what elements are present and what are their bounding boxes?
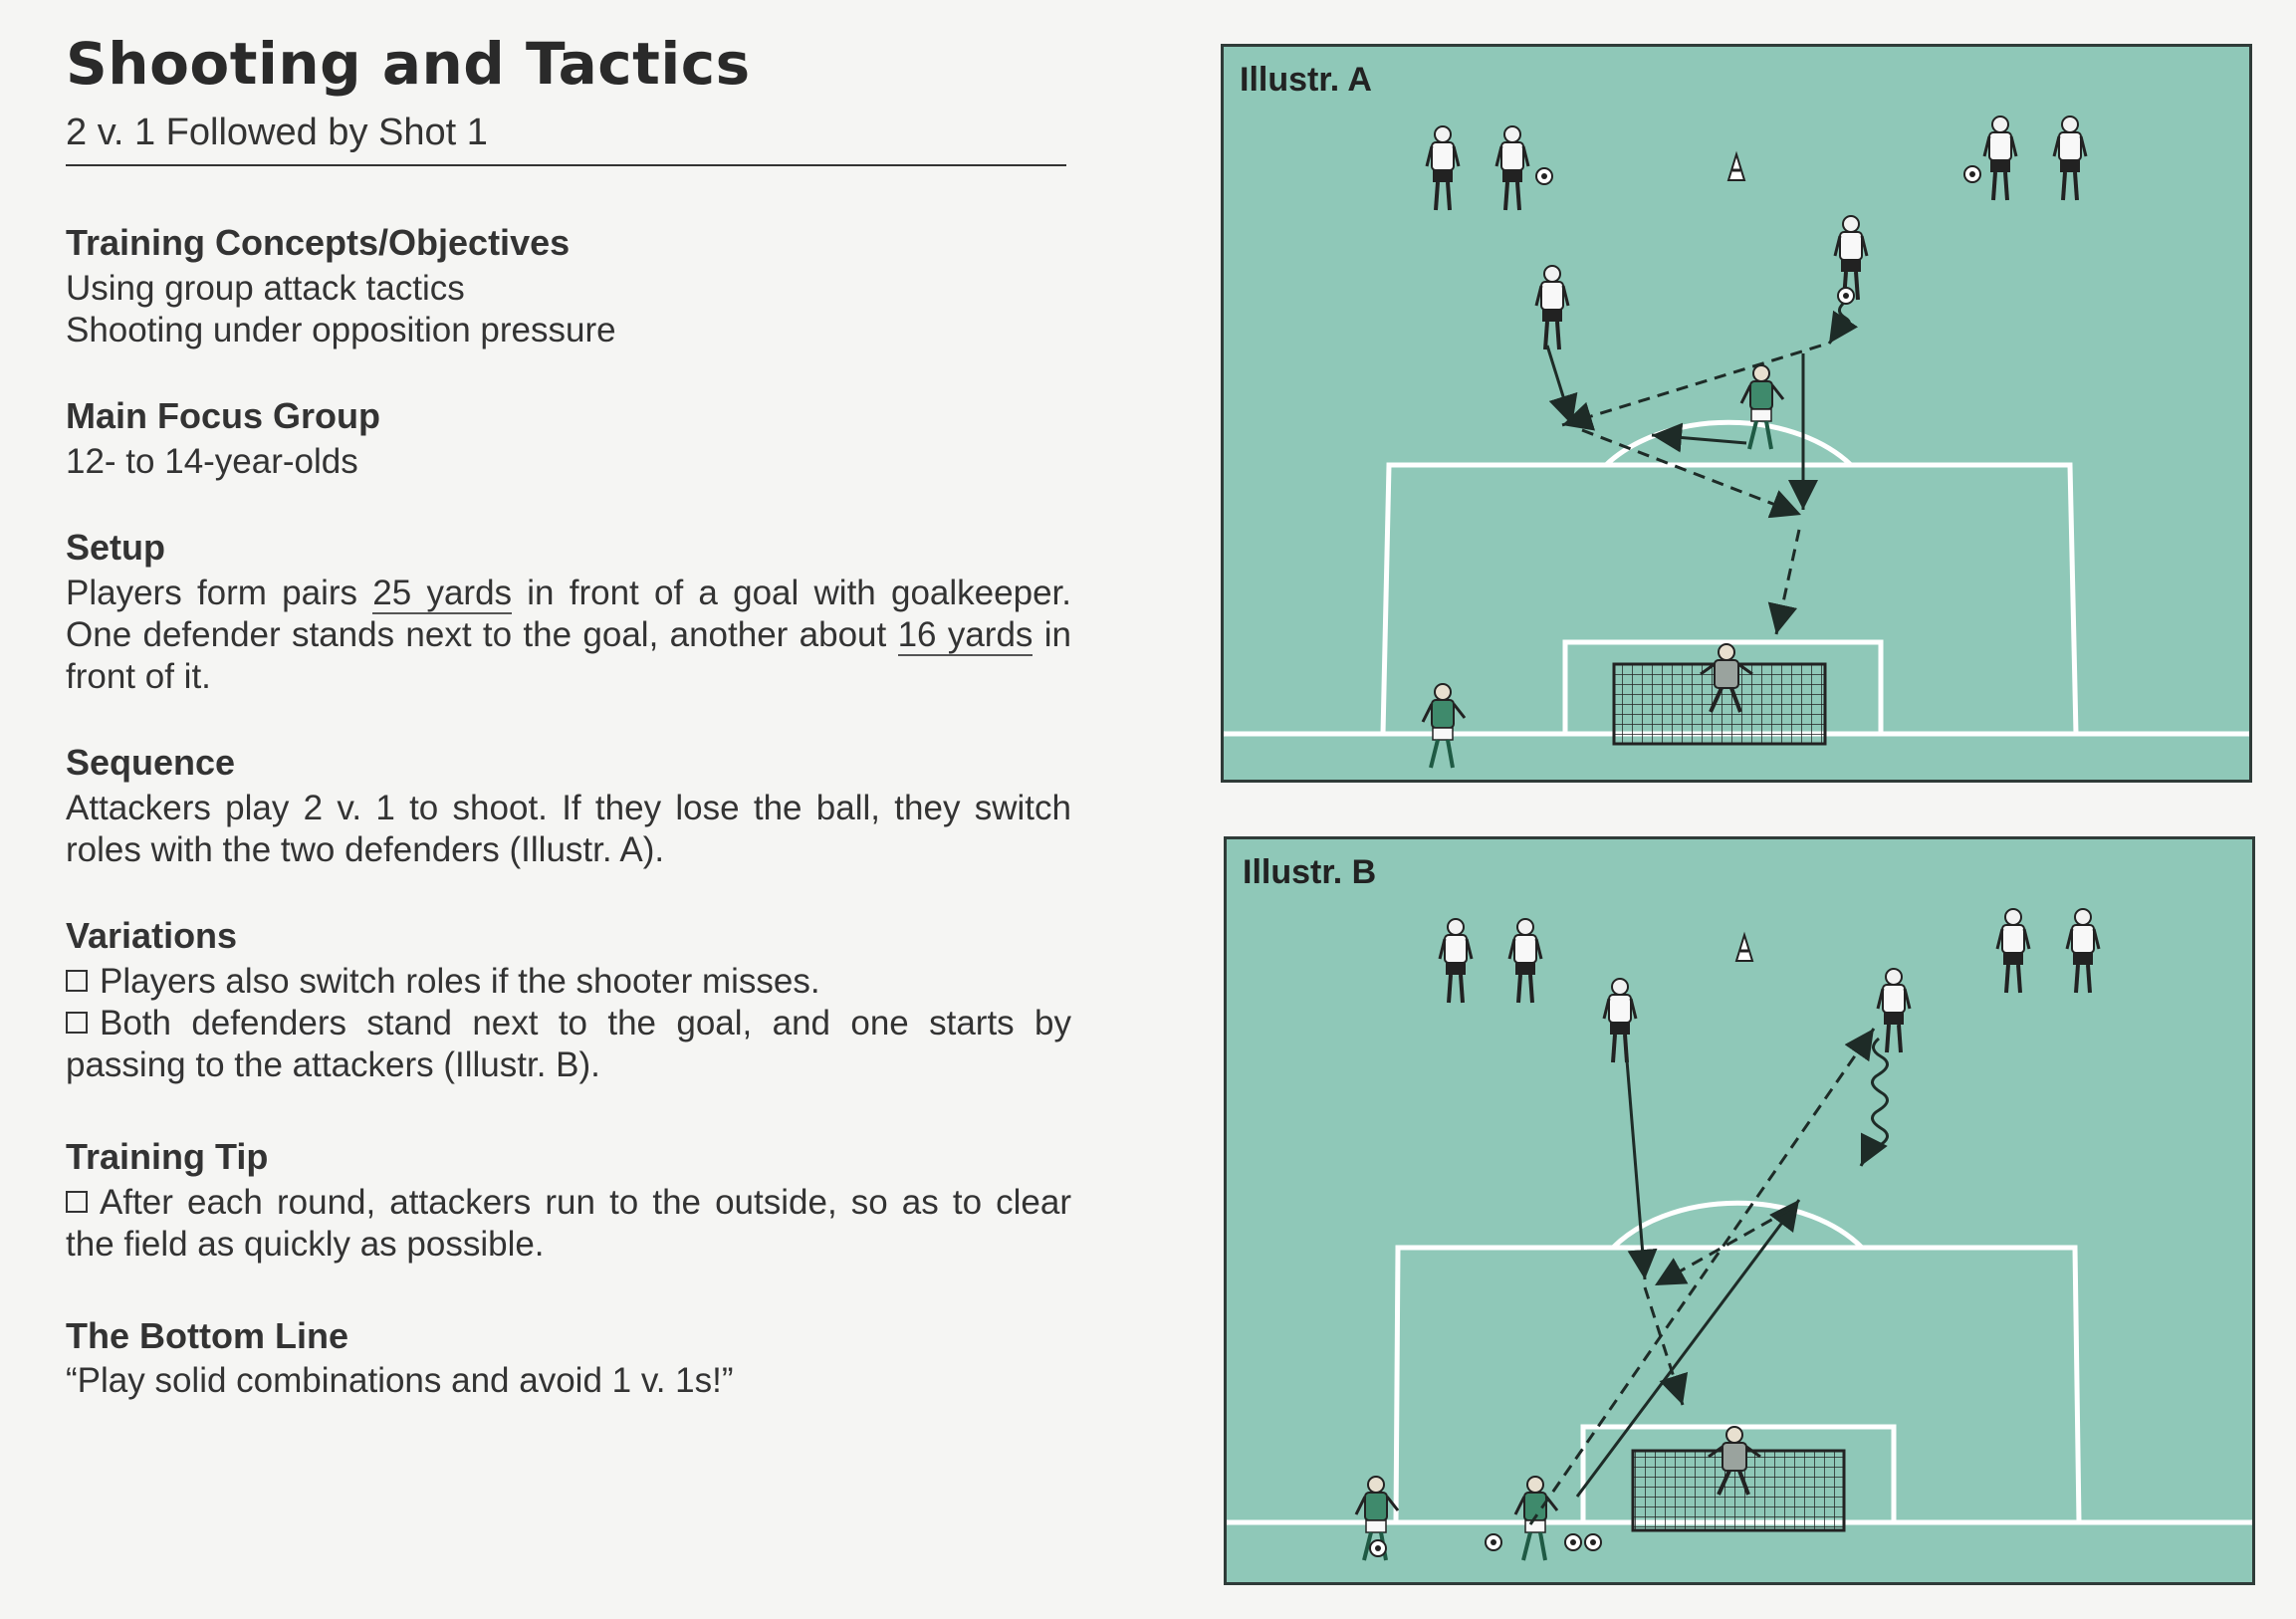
ball-icon: [1565, 1534, 1581, 1550]
attacker-player: [1984, 116, 2016, 200]
drill-diagram-b: [1227, 839, 2252, 1582]
illustration-a: [1221, 44, 2252, 783]
cone-icon: [1728, 154, 1744, 180]
setup-text: [66, 573, 1071, 698]
list-item-text: After each round, attackers run to the outside, so as to clear the field as quickly as possible.: [66, 1183, 1071, 1264]
attacker-player: [2067, 909, 2099, 993]
checkbox-bullet-icon: [66, 970, 88, 992]
list-item-text: Both defenders stand next to the goal, and one starts by passing to the attackers (Illustr. B).: [66, 1004, 1071, 1084]
setup-text-part: in front of a goal with goalkeeper. One defender stands next to the goal, another about: [66, 574, 1071, 654]
defender-player: [1423, 684, 1465, 768]
underlined-distance: 25 yards: [372, 574, 513, 612]
defender-player: [1515, 1477, 1557, 1560]
sequence-text: Attackers play 2 v. 1 to shoot. If they lose the ball, they switch roles with the two defenders (Illustr. A).: [66, 789, 1071, 869]
underlined-distance: 16 yards: [897, 615, 1033, 654]
cone-icon: [1736, 935, 1752, 961]
ball-icon: [1585, 1534, 1601, 1550]
attacker-player: [1509, 919, 1541, 1003]
defender-player: [1741, 365, 1783, 449]
illustration-label: Illustr. B: [1243, 853, 1377, 891]
section-heading: Training Tip: [66, 1136, 269, 1177]
ball-icon: [1536, 168, 1552, 184]
page-subtitle: 2 v. 1 Followed by Shot 1: [66, 112, 488, 153]
ball-icon: [1370, 1540, 1386, 1556]
attacker-player: [1835, 216, 1867, 300]
text-column: [66, 30, 1071, 1401]
section-variations: [66, 915, 1071, 1086]
attacker-player: [1496, 126, 1528, 210]
attacker-player: [1878, 969, 1910, 1052]
bottom-line-quote: “Play solid combinations and avoid 1 v. 1s!”: [66, 1361, 734, 1400]
checkbox-bullet-icon: [66, 1191, 88, 1213]
section-heading: The Bottom Line: [66, 1315, 348, 1356]
objective-line: Using group attack tactics: [66, 269, 465, 308]
title-divider: [66, 164, 1066, 166]
section-heading: Main Focus Group: [66, 395, 381, 436]
setup-text-part: in front of it.: [66, 615, 1071, 696]
objective-line: Shooting under opposition pressure: [66, 311, 616, 349]
page-title: Shooting and Tactics: [66, 30, 751, 98]
ball-icon: [1838, 288, 1854, 304]
attacker-player: [2054, 116, 2086, 200]
attacker-player: [1536, 266, 1568, 349]
illustration-b: [1224, 836, 2255, 1585]
focus-line: 12- to 14-year-olds: [66, 442, 358, 481]
attacker-player: [1604, 979, 1636, 1062]
drill-diagram-a: [1224, 47, 2249, 780]
ball-icon: [1486, 1534, 1501, 1550]
list-item: [66, 1003, 1071, 1086]
section-sequence: [66, 742, 1071, 871]
illustration-label: Illustr. A: [1240, 61, 1372, 99]
checkbox-bullet-icon: [66, 1012, 88, 1034]
section-focus-group: [66, 395, 1071, 483]
list-item: [66, 961, 1071, 1003]
movement-arrows: [1547, 304, 1850, 634]
ball-icon: [1964, 166, 1980, 182]
section-bottom-line: [66, 1315, 1071, 1401]
section-objectives: [66, 222, 1071, 351]
list-item-text: Players also switch roles if the shooter misses.: [100, 962, 820, 1001]
attacker-player: [1997, 909, 2029, 993]
section-training-tip: [66, 1136, 1071, 1266]
setup-text-part: Players form pairs: [66, 574, 373, 612]
section-heading: Variations: [66, 915, 238, 956]
section-heading: Setup: [66, 527, 166, 568]
attacker-player: [1427, 126, 1459, 210]
attacker-player: [1440, 919, 1472, 1003]
list-item: [66, 1182, 1071, 1266]
section-setup: [66, 527, 1071, 698]
section-heading: Sequence: [66, 742, 236, 783]
section-heading: Training Concepts/Objectives: [66, 222, 571, 263]
